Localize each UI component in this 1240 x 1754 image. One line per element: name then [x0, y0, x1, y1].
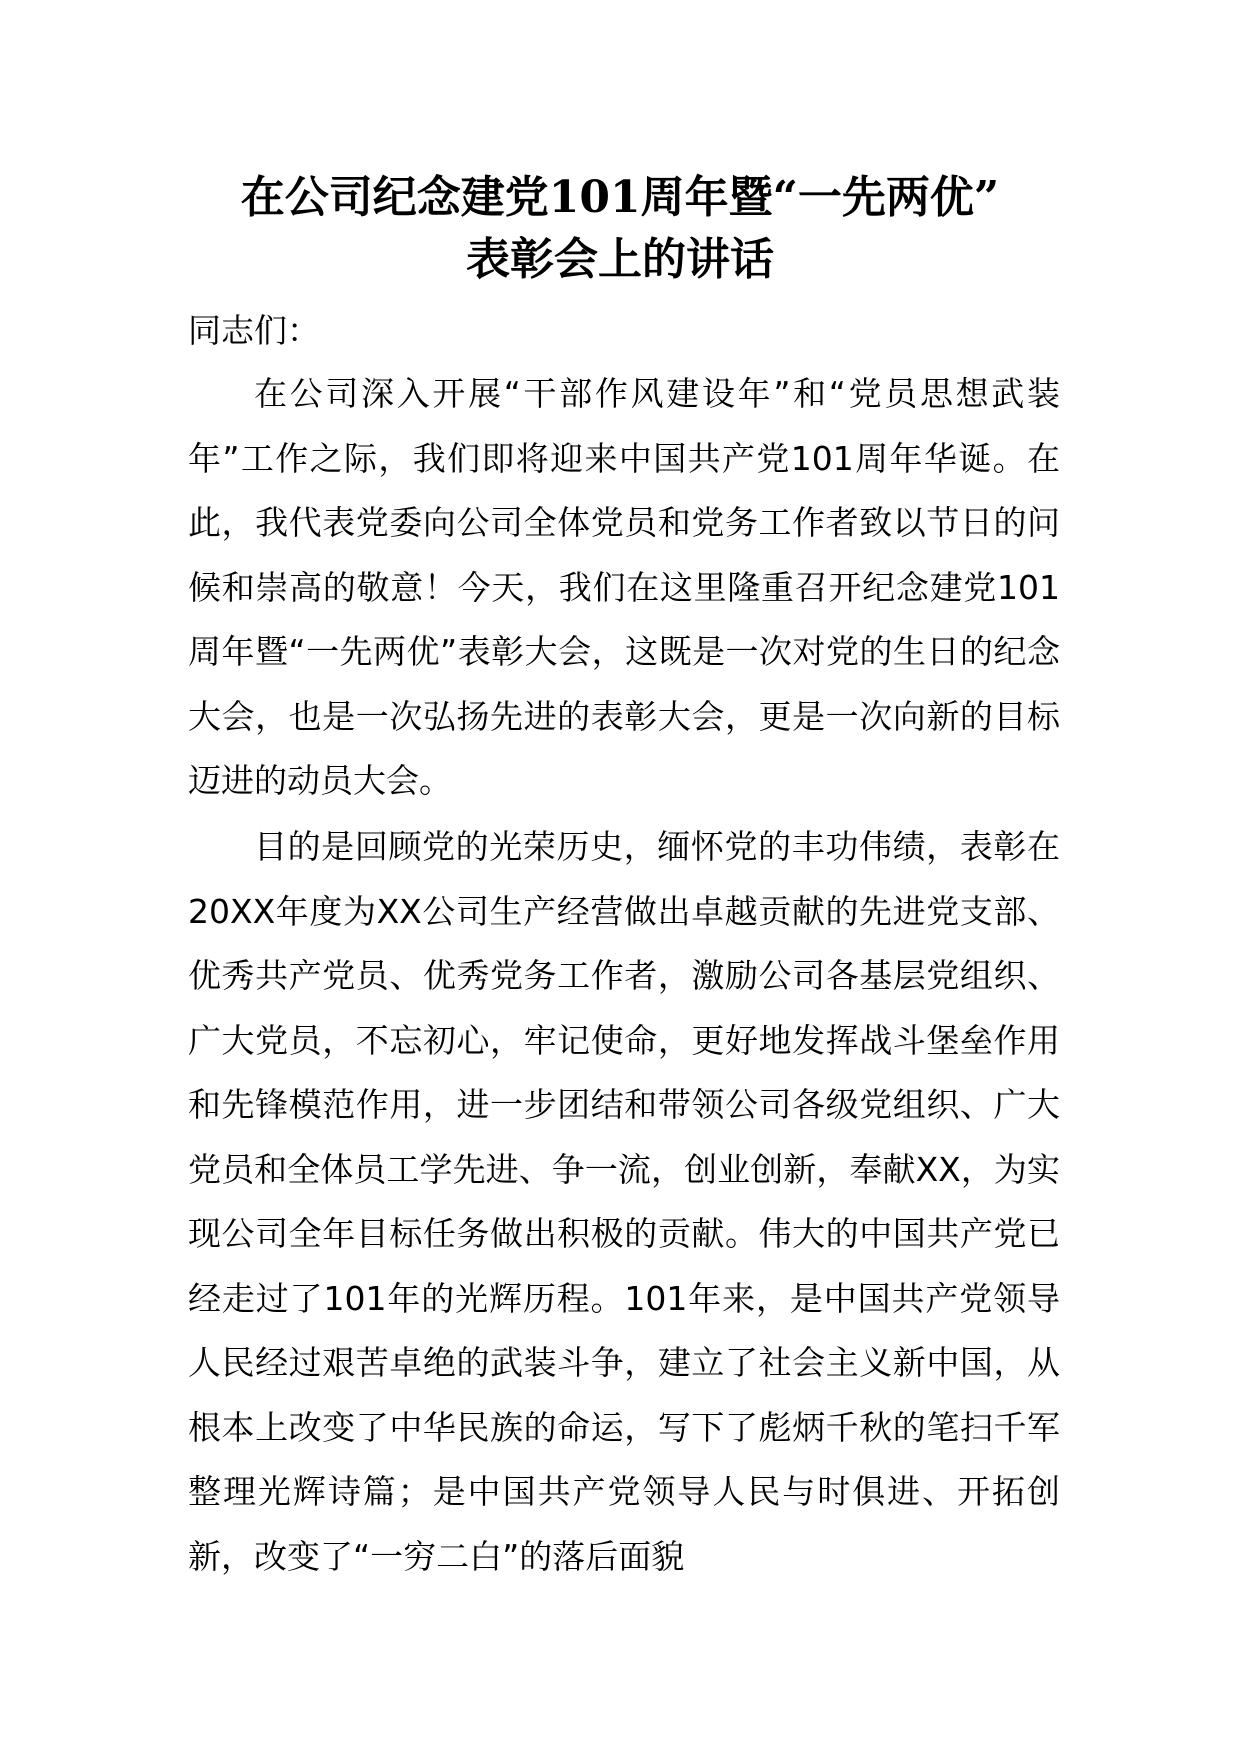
paragraph-1: 在公司深入开展“干部作风建设年”和“党员思想武装年”工作之际，我们即将迎来中国共产党101周年华诞。在此，我代表党委向公司全体党员和党务工作者致以节日的问候和崇高的敬意！今天，我们在这里隆重召开纪念建党101周年暨“一先两优”表彰大会，这既是一次对党的生日的纪念大会，也是一次弘扬先进的表彰大会，更是一次向新的目标迈进的动员大会。: [188, 374, 1060, 800]
document-title-line-2: 表彰会上的讲话: [466, 234, 774, 285]
paragraph-2: 目的是回顾党的光荣历史，缅怀党的丰功伟绩，表彰在20XX年度为XX公司生产经营做出卓越贡献的先进党支部、优秀共产党员、优秀党务工作者，激励公司各基层党组织、广大党员，不忘初心，牢记使命，更好地发挥战斗堡垒作用和先锋模范作用，进一步团结和带领公司各级党组织、广大党员和全体员工学先进、争一流，创业创新，奉献XX，为实现公司全年目标任务做出积极的贡献。伟大的中国共产党已经走过了101年的光辉历程。101年来，是中国共产党领导人民经过艰苦卓绝的武装斗争，建立了社会主义新中国，从根本上改变了中华民族的命运，写下了彪炳千秋的笔扫千军整理光辉诗篇；是中国共产党领导人民与时俱进、开拓创新，改变了“一穷二白”的落后面貌: [188, 827, 1060, 1576]
salutation: 同志们：: [188, 311, 320, 350]
document-title-line-1: 在公司纪念建党101周年暨“一先两优”: [240, 172, 1000, 223]
